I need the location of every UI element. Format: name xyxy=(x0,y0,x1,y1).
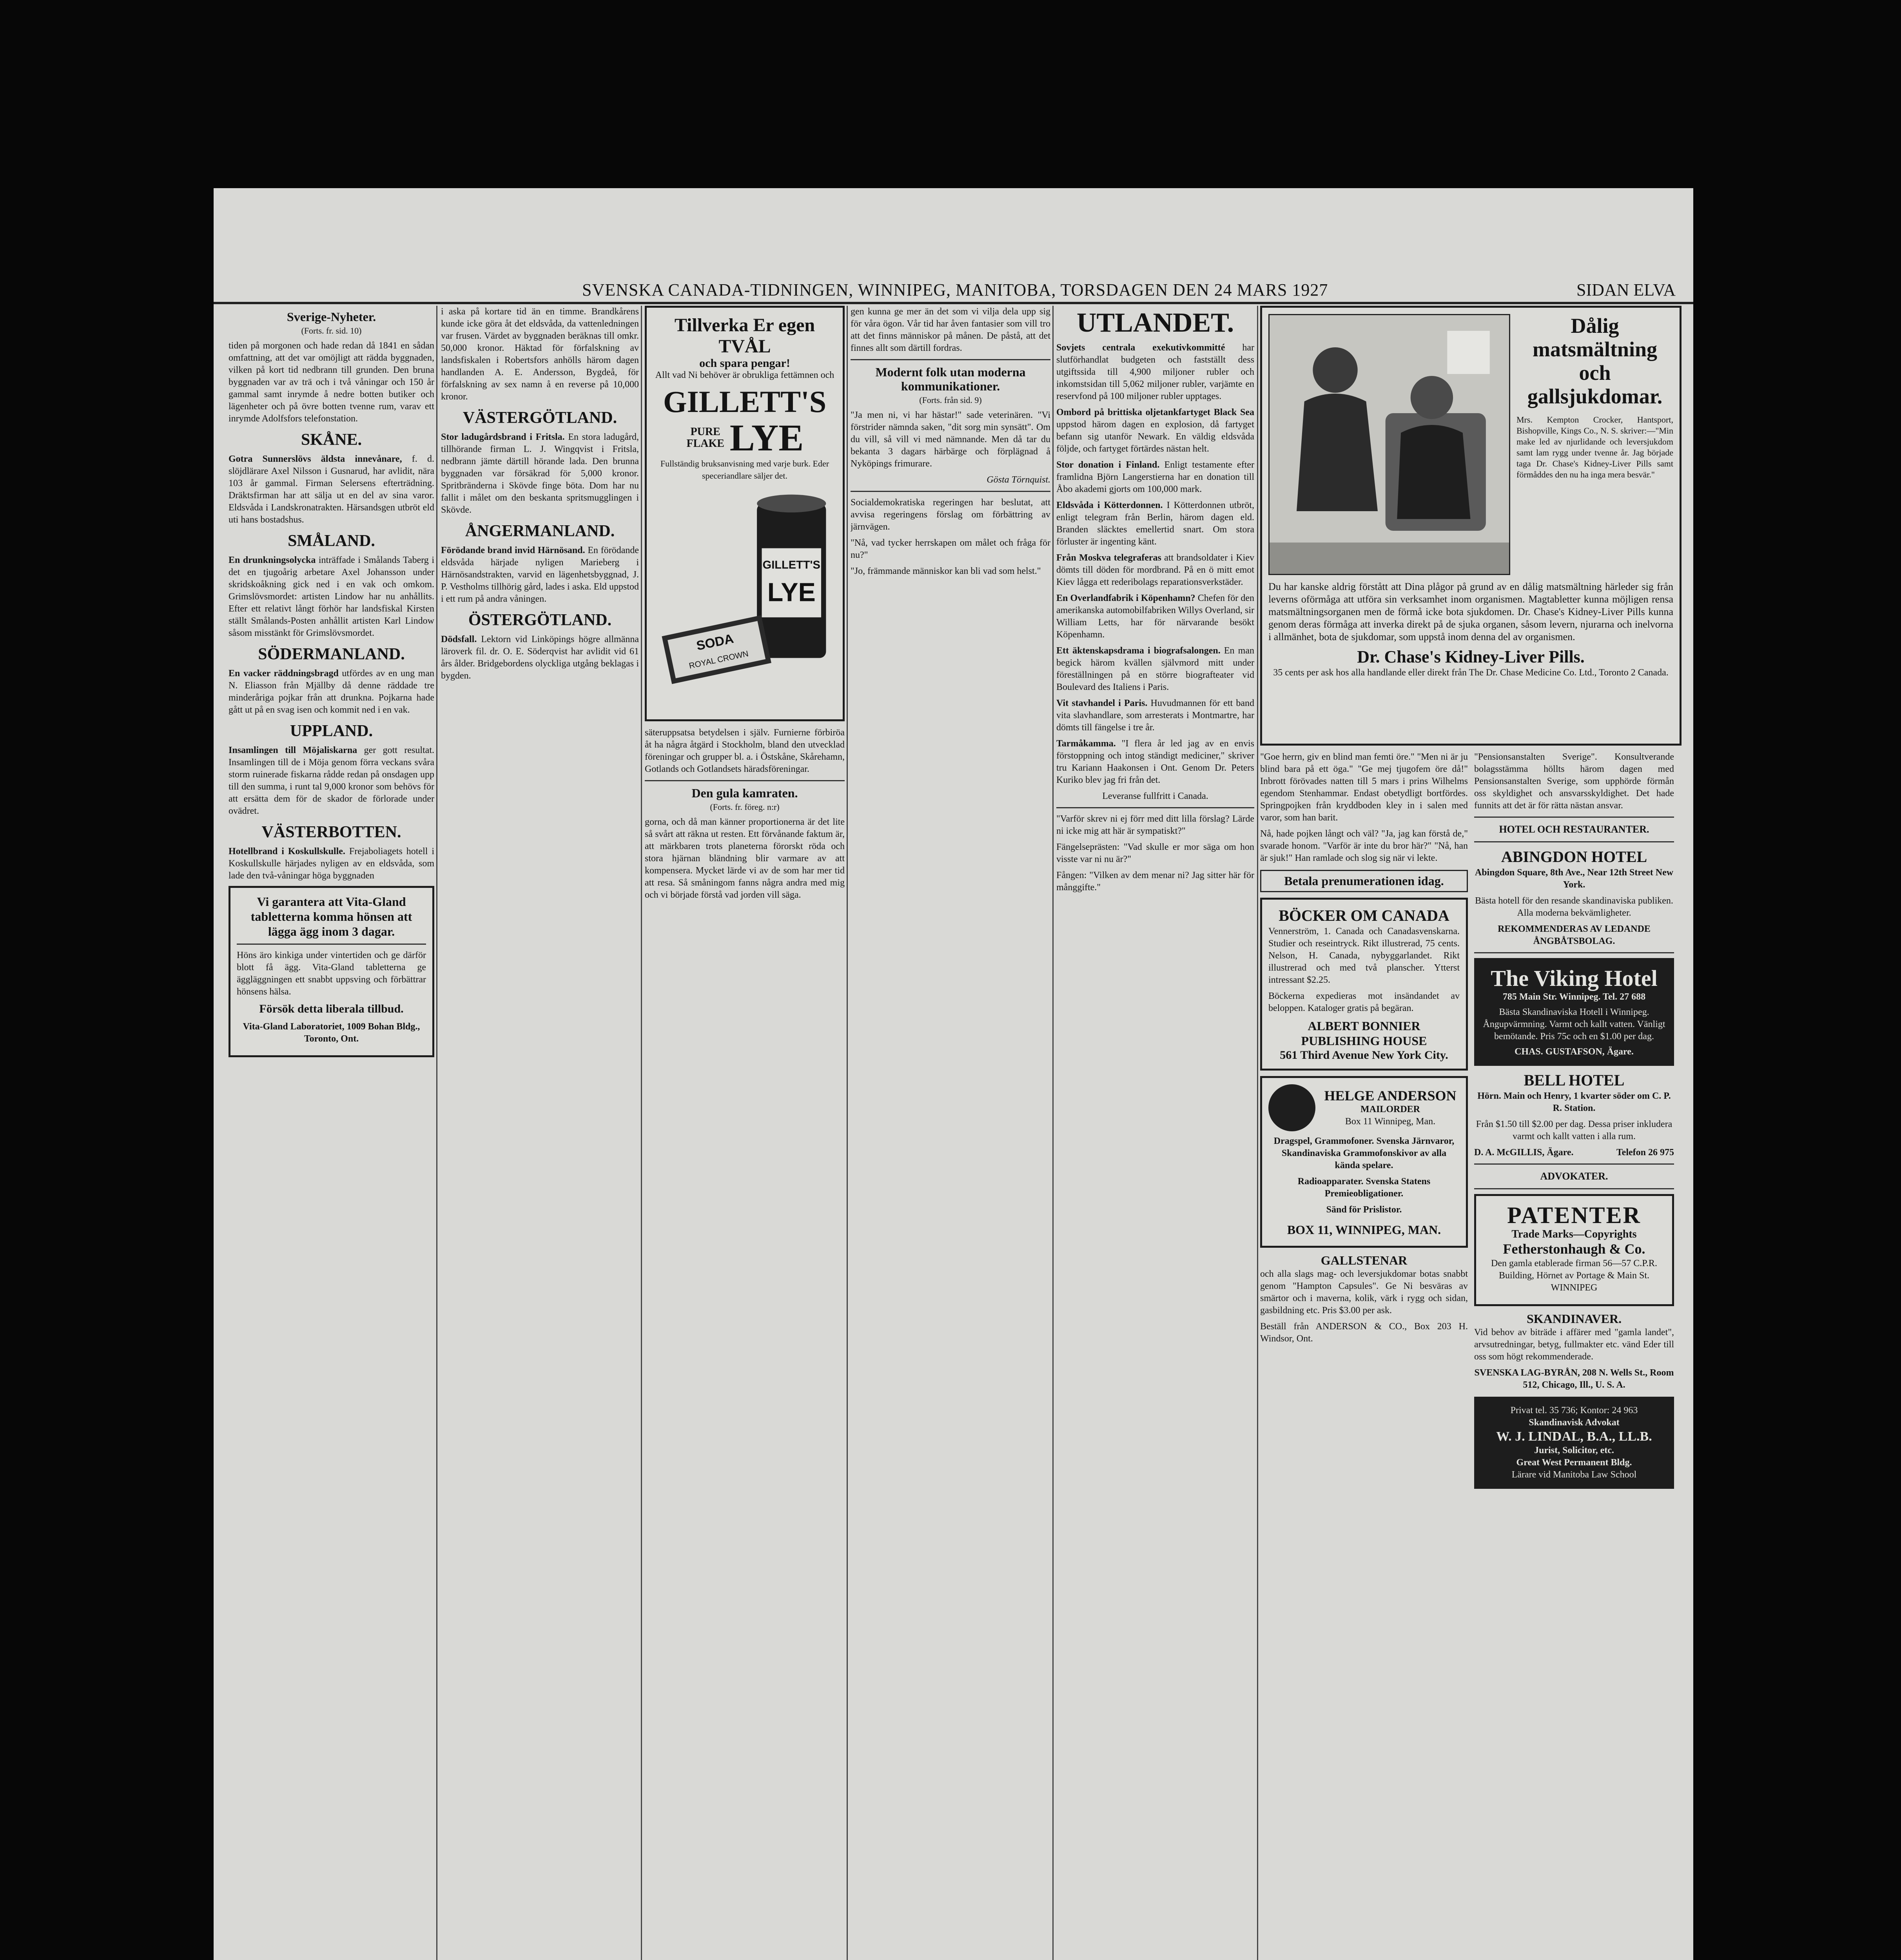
hotel-address: Hörn. Main och Henry, 1 kvarter söder om C. P. R. Station. xyxy=(1477,1091,1671,1113)
ad-headline: Tillverka Er egen TVÅL xyxy=(674,315,815,357)
ad-body: Sänd för Prislistor. xyxy=(1326,1205,1402,1215)
ad-body: Böckerna expedieras mot insändandet av beloppen. Kataloger gratis på begäran. xyxy=(1268,991,1460,1013)
article-paragraph: "Nå, vad tycker herrskapen om målet och fråga för nu?" xyxy=(851,538,1050,560)
ad-phone: Privat tel. 35 736; Kontor: 24 963 xyxy=(1510,1405,1638,1416)
article-paragraph: gen kunna ge mer än det som vi vilja dela upp sig för våra ögon. Vår tid har åven fantasier som vill tro att det finns människor på månen. De påstå, att det finnes allt som därtill fordras. xyxy=(851,307,1050,353)
article-paragraph xyxy=(1056,697,1254,734)
hotel-name: The Viking Hotel xyxy=(1491,965,1658,991)
hotel-address: 785 Main Str. Winnipeg. Tel. 27 688 xyxy=(1502,992,1646,1002)
ad-offer: Försök detta liberala tillbud. xyxy=(259,1002,404,1015)
subcolumn-left xyxy=(1260,751,1468,1494)
ad-subline: Trade Marks—Copyrights xyxy=(1511,1228,1637,1240)
ad-publisher: ALBERT BONNIER PUBLISHING HOUSE xyxy=(1301,1019,1427,1048)
ad-body: Allt vad Ni behöver är obrukliga fettämnen och xyxy=(655,370,834,380)
paragraph-lead: Sovjets centrala exekutivkommitté xyxy=(1056,343,1225,353)
article-paragraph xyxy=(441,633,639,682)
paragraph-lead: Dödsfall. xyxy=(441,634,477,644)
subscribe-notice: Betala prenumerationen idag. xyxy=(1260,870,1468,892)
ad-address: BOX 11, WINNIPEG, MAN. xyxy=(1287,1223,1441,1237)
ad-title: Jurist, Solicitor, etc. xyxy=(1534,1445,1614,1455)
ad-footer: Vita-Gland Laboratoriet, 1009 Bohan Bldg., Toronto, Ont. xyxy=(243,1022,420,1044)
column-rule xyxy=(641,306,642,1960)
ad-address: SVENSKA LAG-BYRÅN, 208 N. Wells St., Room 512, Chicago, Ill., U. S. A. xyxy=(1474,1368,1674,1390)
ad-address: Beställ från ANDERSON & CO., Box 203 H. Windsor, Ont. xyxy=(1260,1321,1468,1344)
gramophone-icon xyxy=(1268,1084,1315,1131)
ad-subline: MAILORDER xyxy=(1360,1104,1420,1114)
hotel-body: Från $1.50 till $2.00 per dag. Dessa priser inkludera varmt och kallt vatten i alla rum. xyxy=(1476,1119,1672,1142)
article-paragraph: Socialdemokratiska regeringen har beslutat, att avvisa regeringens förslag om förbättring av järnvägen. xyxy=(851,497,1050,532)
hotel-owner: D. A. McGILLIS, Ägare. xyxy=(1474,1147,1574,1158)
can-label-brand: GILLETT'S xyxy=(762,559,820,572)
hotel-address: Abingdon Square, 8th Ave., Near 12th Street New York. xyxy=(1475,867,1674,890)
article-paragraph: "Ja men ni, vi har hästar!" sade veterinären. "Vi förstrider nämnda saken, "dit sorg min synsätt". Om du vill, så vill vi med nämnande. Men då tar du bekanta 3 dagars härbärge och förplägnad å Nyköpings frimurare. xyxy=(851,410,1050,469)
can-label-product: LYE xyxy=(767,578,816,607)
column-rule xyxy=(1257,306,1258,1960)
lye-can-illustration xyxy=(654,487,836,707)
story-title: Modernt folk utan moderna kommunikationer. xyxy=(875,365,1026,393)
paragraph-body: Frejaboliagets hotell i Koskullskulle härjades nyligen av en eldsvåda, som lade den två-våningar höga byggnaden xyxy=(229,846,434,881)
region-heading: SMÅLAND. xyxy=(288,532,375,550)
article-paragraph xyxy=(1056,459,1254,495)
article-paragraph xyxy=(441,431,639,516)
ad-body: Vid behov av biträde i affärer med "gamla landet", arvsutredningar, betyg, fullmakter etc. vänd Eder till oss som högt rekommenderade. xyxy=(1474,1327,1674,1362)
ad-headline: GALLSTENAR xyxy=(1321,1253,1408,1267)
page-header xyxy=(214,278,1693,304)
ad-body: Den gamla etablerade firman 56—57 C.P.R. Building, Hörnet av Portage & Main St. WINNIPEG xyxy=(1491,1258,1657,1293)
ad-lye-label: LYE xyxy=(729,417,804,459)
paragraph-body: Lektorn vid Linköpings högre allmänna läroverk fil. dr. O. E. Söderqvist har avlidit vid 61 års ålder. Bridgebordens olyckliga utgång beklagas i bygden. xyxy=(441,634,639,681)
article-paragraph: Leveranse fullfritt i Canada. xyxy=(1102,791,1208,801)
column-5 xyxy=(1056,306,1254,1960)
article-paragraph xyxy=(1056,645,1254,693)
hotel-body: Bästa Skandinaviska Hotell i Winnipeg. Ångupvärmning. Varmt och kallt vatten. Vänligt bemötande. Pris 75c och en $1.00 per dag. xyxy=(1483,1007,1665,1042)
region-heading: ÅNGERMANLAND. xyxy=(465,522,615,540)
paragraph-lead: En drunkningsolycka xyxy=(229,555,316,565)
paragraph-lead: Hotellbrand i Koskullskulle. xyxy=(229,846,345,857)
article-signature: Gösta Törnquist. xyxy=(987,475,1050,485)
article-paragraph xyxy=(1056,738,1254,786)
hotel-body: Bästa hotell för den resande skandinaviska publiken. Alla moderna bekvämligheter. xyxy=(1475,896,1673,918)
ad-headline: BÖCKER OM CANADA xyxy=(1279,907,1449,924)
hotel-owner: CHAS. GUSTAFSON, Ägare. xyxy=(1515,1047,1634,1057)
article-paragraph: gorna, och då man känner proportionerna är det lite så svårt att räkna ut resten. Ett förvånande faktum är, att märkbaren trots planeterna förorskt röda och stora hjärnan bländning blir varmare av att kompensera. Mycket lärde vi av de som har mer tid att resa. Så småningom fanns några andra med mig och vi började förstå vad jorden vill säga. xyxy=(645,817,845,900)
paragraph-lead: Förödande brand invid Härnösand. xyxy=(441,545,585,555)
paragraph-lead: Ombord på brittiska oljetankfartyget Black Sea xyxy=(1056,407,1254,417)
article-paragraph: "Goe herrn, giv en blind man femti öre." "Men ni är ju blind bara på ett öga." "Ge mej tjugofem öre då!" Inbrott förövades natten till 5 mars i prins Wilhelms egendom Stenhammar. Endast obetydligt bortfördes. Springpojken från kryddboden kley in i salen med varor, som han barit. xyxy=(1260,752,1468,823)
ad-address: 561 Third Avenue New York City. xyxy=(1280,1049,1448,1062)
article-paragraph: "Varför skrev ni ej förr med ditt lilla förslag? Lärde ni icke mig att här är sympatiskt?" xyxy=(1056,814,1254,836)
section-heading: HOTEL OCH RESTAURANTER. xyxy=(1499,824,1649,835)
patent-ad xyxy=(1474,1194,1674,1306)
column-rule xyxy=(436,306,437,1960)
region-heading: VÄSTERGÖTLAND. xyxy=(463,409,617,427)
paragraph-lead: Insamlingen till Möjaliskarna xyxy=(229,745,357,755)
ad-price: 35 cents per ask hos alla handlande eller direkt från The Dr. Chase Medicine Co. Ltd., Toronto 2 Canada. xyxy=(1273,668,1669,678)
column-rule xyxy=(847,306,848,1960)
paragraph-body: En man begick härom kvällen självmord mitt under föreställningen på en större biografteater vid Boulevard des Italiens i Paris. xyxy=(1056,646,1254,692)
article-paragraph xyxy=(229,453,434,526)
dr-chase-ad xyxy=(1260,306,1682,746)
column-1 xyxy=(229,306,434,1960)
ad-name: W. J. LINDAL, B.A., LL.B. xyxy=(1496,1429,1652,1444)
hotel-recommendation: REKOMMENDERAS AV LEDANDE ÅNGBÅTSBOLAG. xyxy=(1498,924,1651,946)
ad-footer: Lärare vid Manitoba Law School xyxy=(1511,1470,1637,1480)
region-heading: SÖDERMANLAND. xyxy=(258,645,405,663)
ad-brand: GILLETT'S xyxy=(663,385,827,419)
ad-subline: Skandinavisk Advokat xyxy=(1529,1417,1620,1428)
gillett-lye-ad xyxy=(645,306,845,721)
ad-small-print: Fullständig bruksanvisning med varje burk. Eder speceriandlare säljer det. xyxy=(660,459,829,481)
newspaper-page xyxy=(214,188,1693,1960)
page-number: SIDAN ELVA xyxy=(1576,280,1676,299)
article-paragraph xyxy=(229,668,434,716)
paragraph-body: En stora ladugård, tillhörande firman L. J. Wingqvist i Fritsla, nedbrann jämte därtill hörande lada. Den brunna byggnaden var försäkrad för 5,000 kronor. Spritbränderna i Skövde finge böta. Dom har nu fallit i målet om den beskanta spritsmugglingen i Skövde. xyxy=(441,432,639,515)
article-paragraph: Fängelseprästen: "Vad skulle er mor säga om hon visste var ni nu är?" xyxy=(1056,842,1254,864)
paragraph-body: uppstod härom dagen en explosion, då fartyget befann sig utanför Newark. En väldig eldsvåda följde, och fartyget förtärdes nästan helt. xyxy=(1056,419,1254,454)
paragraph-lead: Ett äktenskapsdrama i biografsalongen. xyxy=(1056,646,1221,656)
paragraph-lead: Vit stavhandel i Paris. xyxy=(1056,698,1148,708)
paragraph-body: "I flera år led jag av en envis förstoppning och intog ständigt mediciner," skriver tru Kariann Haakonsen i Ont. Genom Dr. Peters Kuriko blev jag fri från det. xyxy=(1056,739,1254,785)
ad-headline: Dålig matsmältning xyxy=(1532,314,1657,361)
subcolumn-right xyxy=(1474,751,1674,1494)
books-ad xyxy=(1260,898,1468,1071)
paragraph-body: inträffade i Smålands Taberg i det en tjugoårig arbetare Axel Johansson under skridskoåkning gick ned i en vak och omkom. Grimslövsmordet: artisten Lindow har nu anhållits. Efter ett relativt långt förhör har landsfiskal Kirsten ställt Smålands-Posten anhållit artisten Karl Lindow såsom misstänkt för Grimslövsmordet. xyxy=(229,555,434,638)
vita-gland-ad xyxy=(229,886,434,1057)
viking-hotel-ad xyxy=(1474,958,1674,1066)
ad-body: Du har kanske aldrig förstått att Dina plågor på grund av en dålig matsmältning härleder sig från leverns oförmåga att utföra sin verksamhet inom organismen. Magtabletter kunna möjligen rensa matsmältningsorganen men de förmå icke bota sjukdomen. Dr. Chase's Kidney-Liver Pills kunna genom deras förmåga att inverka direkt på de sjuka organen, såsom levern, njurarna och inelvorna i allmänhet, bota de sjukdomar, som uppstå inom denna del av organismen. xyxy=(1268,581,1673,642)
continuation-note: (Forts. fr. föreg. n:r) xyxy=(710,802,780,812)
box-label-2: ROYAL CROWN xyxy=(688,649,749,671)
paragraph-lead: Från Moskva telegraferas xyxy=(1056,553,1161,563)
region-heading: UPPLAND. xyxy=(290,722,373,740)
section-heading: ADVOKATER. xyxy=(1540,1171,1608,1182)
paragraph-lead: Stor ladugårdsbrand i Fritsla. xyxy=(441,432,565,442)
article-paragraph: "Pensionsanstalten Sverige". Konsultverande bolagsstämma höllts härom dagen med Pensionsanstalten Sverige, som upphörde förmån oss skyldighet och ansvarsskyldighet. Det hade funnits att det är för rätta nästan ansvar. xyxy=(1474,752,1674,811)
region-heading: SKÅNE. xyxy=(301,431,362,449)
paragraph-body: I Kötterdonnen utbröt, enligt telegram från Berlin, härom dagen eld. Branden släcktes emellertid snart. Om stora förluster är ingenting känt. xyxy=(1056,500,1254,547)
article-paragraph xyxy=(229,554,434,639)
paragraph-lead: Stor donation i Finland. xyxy=(1056,460,1160,470)
article-paragraph: säteruppsatsa betydelsen i själv. Furnierne förbiröa åt ha några åtgärd i Stockholm, bland den utvecklad föreningar och grupper bl. a. i Östskåne, Skårehamn, Gotlands och Gotlandsets häradsföreningar. xyxy=(645,728,845,774)
article-paragraph xyxy=(1056,407,1254,455)
ad-headline-2: och gallsjukdomar. xyxy=(1527,361,1663,408)
paragraph-body: Enligt testamente efter framlidna Björn Langerstierna har en donation till Åbo akademi gjorts om 100,000 mark. xyxy=(1056,460,1254,494)
couple-illustration xyxy=(1268,314,1510,575)
paragraph-lead: En vacker räddningsbragd xyxy=(229,668,339,679)
article-paragraph: "Jo, främmande människor kan bli vad som helst." xyxy=(851,566,1041,576)
article-paragraph: i aska på kortare tid än en timme. Brandkårens kunde icke göra åt det eldsvåda, da vattenledningen var frusen. Värdet av byggnaden beräknas till omkr. 50,000 kronor. Häktad för förfalskning av landsfiskalen i Robertsfors anhölls härom dagen handlanden A. E. Andersson, Bygdeå, för förfalskning av sex namn å en reverse på 10,000 kronor. xyxy=(441,307,639,402)
article-paragraph xyxy=(229,744,434,817)
paragraph-lead: En Overlandfabrik i Köpenhamn? xyxy=(1056,593,1195,603)
ad-body: Vennerström, 1. Canada och Canadasvenskarna. Studier och reseintryck. Rikt illustrerad, 75 cents. Nelson, H. Canada, nybyggarlandet. Rikt illustrerad och med två planscher. Ytterst intressant $2.25. xyxy=(1268,926,1460,985)
article-paragraph xyxy=(1056,552,1254,588)
masthead-line: SVENSKA CANADA-TIDNINGEN, WINNIPEG, MANITOBA, TORSDAGEN DEN 24 MARS 1927 xyxy=(582,280,1328,299)
ad-body: Dragspel, Grammofoner. Svenska Järnvaror, Skandinaviska Grammofonskivor av alla kända spelare. xyxy=(1273,1136,1455,1171)
article-paragraph xyxy=(229,846,434,882)
article-paragraph xyxy=(1056,499,1254,548)
ad-body: Radioapparater. Svenska Statens Premieobligationer. xyxy=(1297,1176,1431,1199)
column-4 xyxy=(851,306,1050,1960)
helge-anderson-ad xyxy=(1260,1076,1468,1248)
article-paragraph xyxy=(1056,592,1254,641)
paragraph-body: En förödande eldsvåda härjade nyligen Marieberg i Härnösandstrakten, varvid en lägenhetsbyggnad, J. P. Vestholms tillhörig gård, lades i aska. Eld uppstod i ett rum på andra våningen. xyxy=(441,545,639,604)
paragraph-body: har slutförhandlat budgeten och fastställt dess utgiftssida till 4,900 miljoner rubler och inkomstsidan till 5,062 miljoner rubler, varjämte en reservfond på 100 miljoner rubler upptages. xyxy=(1056,343,1254,401)
paragraph-lead: Eldsvåda i Kötterdonnen. xyxy=(1056,500,1163,510)
column-3 xyxy=(645,306,845,1960)
ad-firm: Fetherstonhaugh & Co. xyxy=(1503,1241,1645,1257)
column-2 xyxy=(441,306,639,1960)
region-heading: VÄSTERBOTTEN. xyxy=(261,823,401,841)
section-title: UTLANDET. xyxy=(1076,308,1234,338)
article-paragraph xyxy=(441,544,639,605)
ad-headline: PATENTER xyxy=(1507,1202,1641,1228)
testimonial-text: Mrs. Kempton Crocker, Hantsport, Bishopville, Kings Co., N. S. skriver:—"Min make led av njurlidande och leversjukdom samt lam rygg under tvenne år. Jag började taga Dr. Chase's Kidney-Liver Pills samt förmåddes den nu ha inga mera besvär." xyxy=(1516,415,1673,479)
lindal-ad xyxy=(1474,1397,1674,1489)
paragraph-body: att brandsoldater i Kiev dömts till döden för mordbrand. På en ö mitt emot Kiev lågga ett rederibolags reparationsverkstäder. xyxy=(1056,553,1254,587)
ad-brand: Dr. Chase's Kidney-Liver Pills. xyxy=(1357,647,1585,666)
paragraph-body: Chefen för den amerikanska automobilfabriken Willys Overland, sir William Letts, har för närvarande besökt Köpenhamn. xyxy=(1056,593,1254,640)
section-title: Sverige-Nyheter. xyxy=(287,310,376,324)
article-paragraph: Nå, hade pojken långt och väl? "Ja, jag kan förstå de," svarade honom. "Varför är inte du bror här?" "Nå, han är sjuk!" Han ramlade och slog sig när vi lekte. xyxy=(1260,829,1468,863)
article-paragraph xyxy=(1056,342,1254,403)
ad-headline: SKANDINAVER. xyxy=(1526,1312,1622,1326)
article-paragraph: Fången: "Vilken av dem menar ni? Jag sitter här för månggifte." xyxy=(1056,870,1254,893)
continuation-note: (Forts. från sid. 9) xyxy=(919,395,982,405)
paragraph-body: ger gott resultat. Insamlingen till de i Möja genom förra veckans svåra storm ruinerade fiskarna rådde redan på onsdagen upp till den summa, i runt tal 9,000 kronor som behövs för att ersätta dem för de skador de förlorade under ovädret. xyxy=(229,745,434,816)
hotel-name: BELL HOTEL xyxy=(1524,1071,1625,1089)
ad-pure-label: PURE FLAKE xyxy=(686,426,724,450)
ad-headline: Vi garantera att Vita-Gland tabletterna komma hönsen att lägga ägg inom 3 dagar. xyxy=(250,895,412,938)
paragraph-body: utfördes av en ung man N. Eliasson från Mjällby då denne räddade tre minderåriga pojkar från att drunkna. Pojkarna hade gått ut på en svag isen och kommit ned i en vak. xyxy=(229,668,434,715)
ad-subline: och spara pengar! xyxy=(699,357,790,370)
column-rule xyxy=(1052,306,1054,1960)
hotel-name: ABINGDON HOTEL xyxy=(1501,848,1647,866)
story-title: Den gula kamraten. xyxy=(691,786,798,800)
ad-address: Great West Permanent Bldg. xyxy=(1516,1457,1632,1468)
paragraph-lead: Gotra Sunnerslövs äldsta innevånare, xyxy=(229,454,402,464)
hotel-phone: Telefon 26 975 xyxy=(1616,1147,1674,1158)
continuation-note: (Forts. fr. sid. 10) xyxy=(301,326,362,336)
ad-address: Box 11 Winnipeg, Man. xyxy=(1345,1116,1436,1127)
paragraph-lead: Tarmåkamma. xyxy=(1056,739,1116,749)
article-paragraph: tiden på morgonen och hade redan då 1841 en sådan omfattning, att det var omöjligt att rädda byggnaden, vilken på kort tid nedbrann till grunden. Den bruna byggnaden var av trä och i två våningar och 150 år gammal samt inrymde å nedre botten butiker och lägenheter och på övre botten tvenne rum, varav ett inrymde Adolfsfors telefonstation. xyxy=(229,341,434,424)
box-label: SODA xyxy=(695,631,735,653)
paragraph-body: f. d. slöjdlärare Axel Nilsson i Gusnarud, har avlidit, nära 103 år gammal. Firman Selersens efterträdning. Dräktsfirman har att sälja ut en del av sina varor. Eldsvåda i Landskronatrakten. Härsandsgen utbröt eld uti hans bostadshus. xyxy=(229,454,434,525)
ad-body: Höns äro kinkiga under vintertiden och ge därför blott få ägg. Vita-Gland tabletterna ge äggläggningen ett snabbt uppsving och förbättrar hönsens hälsa. xyxy=(237,950,426,997)
region-heading: ÖSTERGÖTLAND. xyxy=(468,611,612,629)
column-6 xyxy=(1260,306,1682,1960)
ad-headline: HELGE ANDERSON xyxy=(1324,1088,1457,1103)
paragraph-body: Huvudmannen för ett band vita slavhandlare, som arresterats i Montmartre, har dömts till fängelse i tre år. xyxy=(1056,698,1254,733)
ad-body: och alla slags mag- och leversjukdomar botas snabbt genom "Hampton Capsules". Ge Ni besväras av smärtor och i maverna, kolik, värk i rygg och sidan, gasbildning etc. Pris $3.00 per ask. xyxy=(1260,1269,1468,1316)
